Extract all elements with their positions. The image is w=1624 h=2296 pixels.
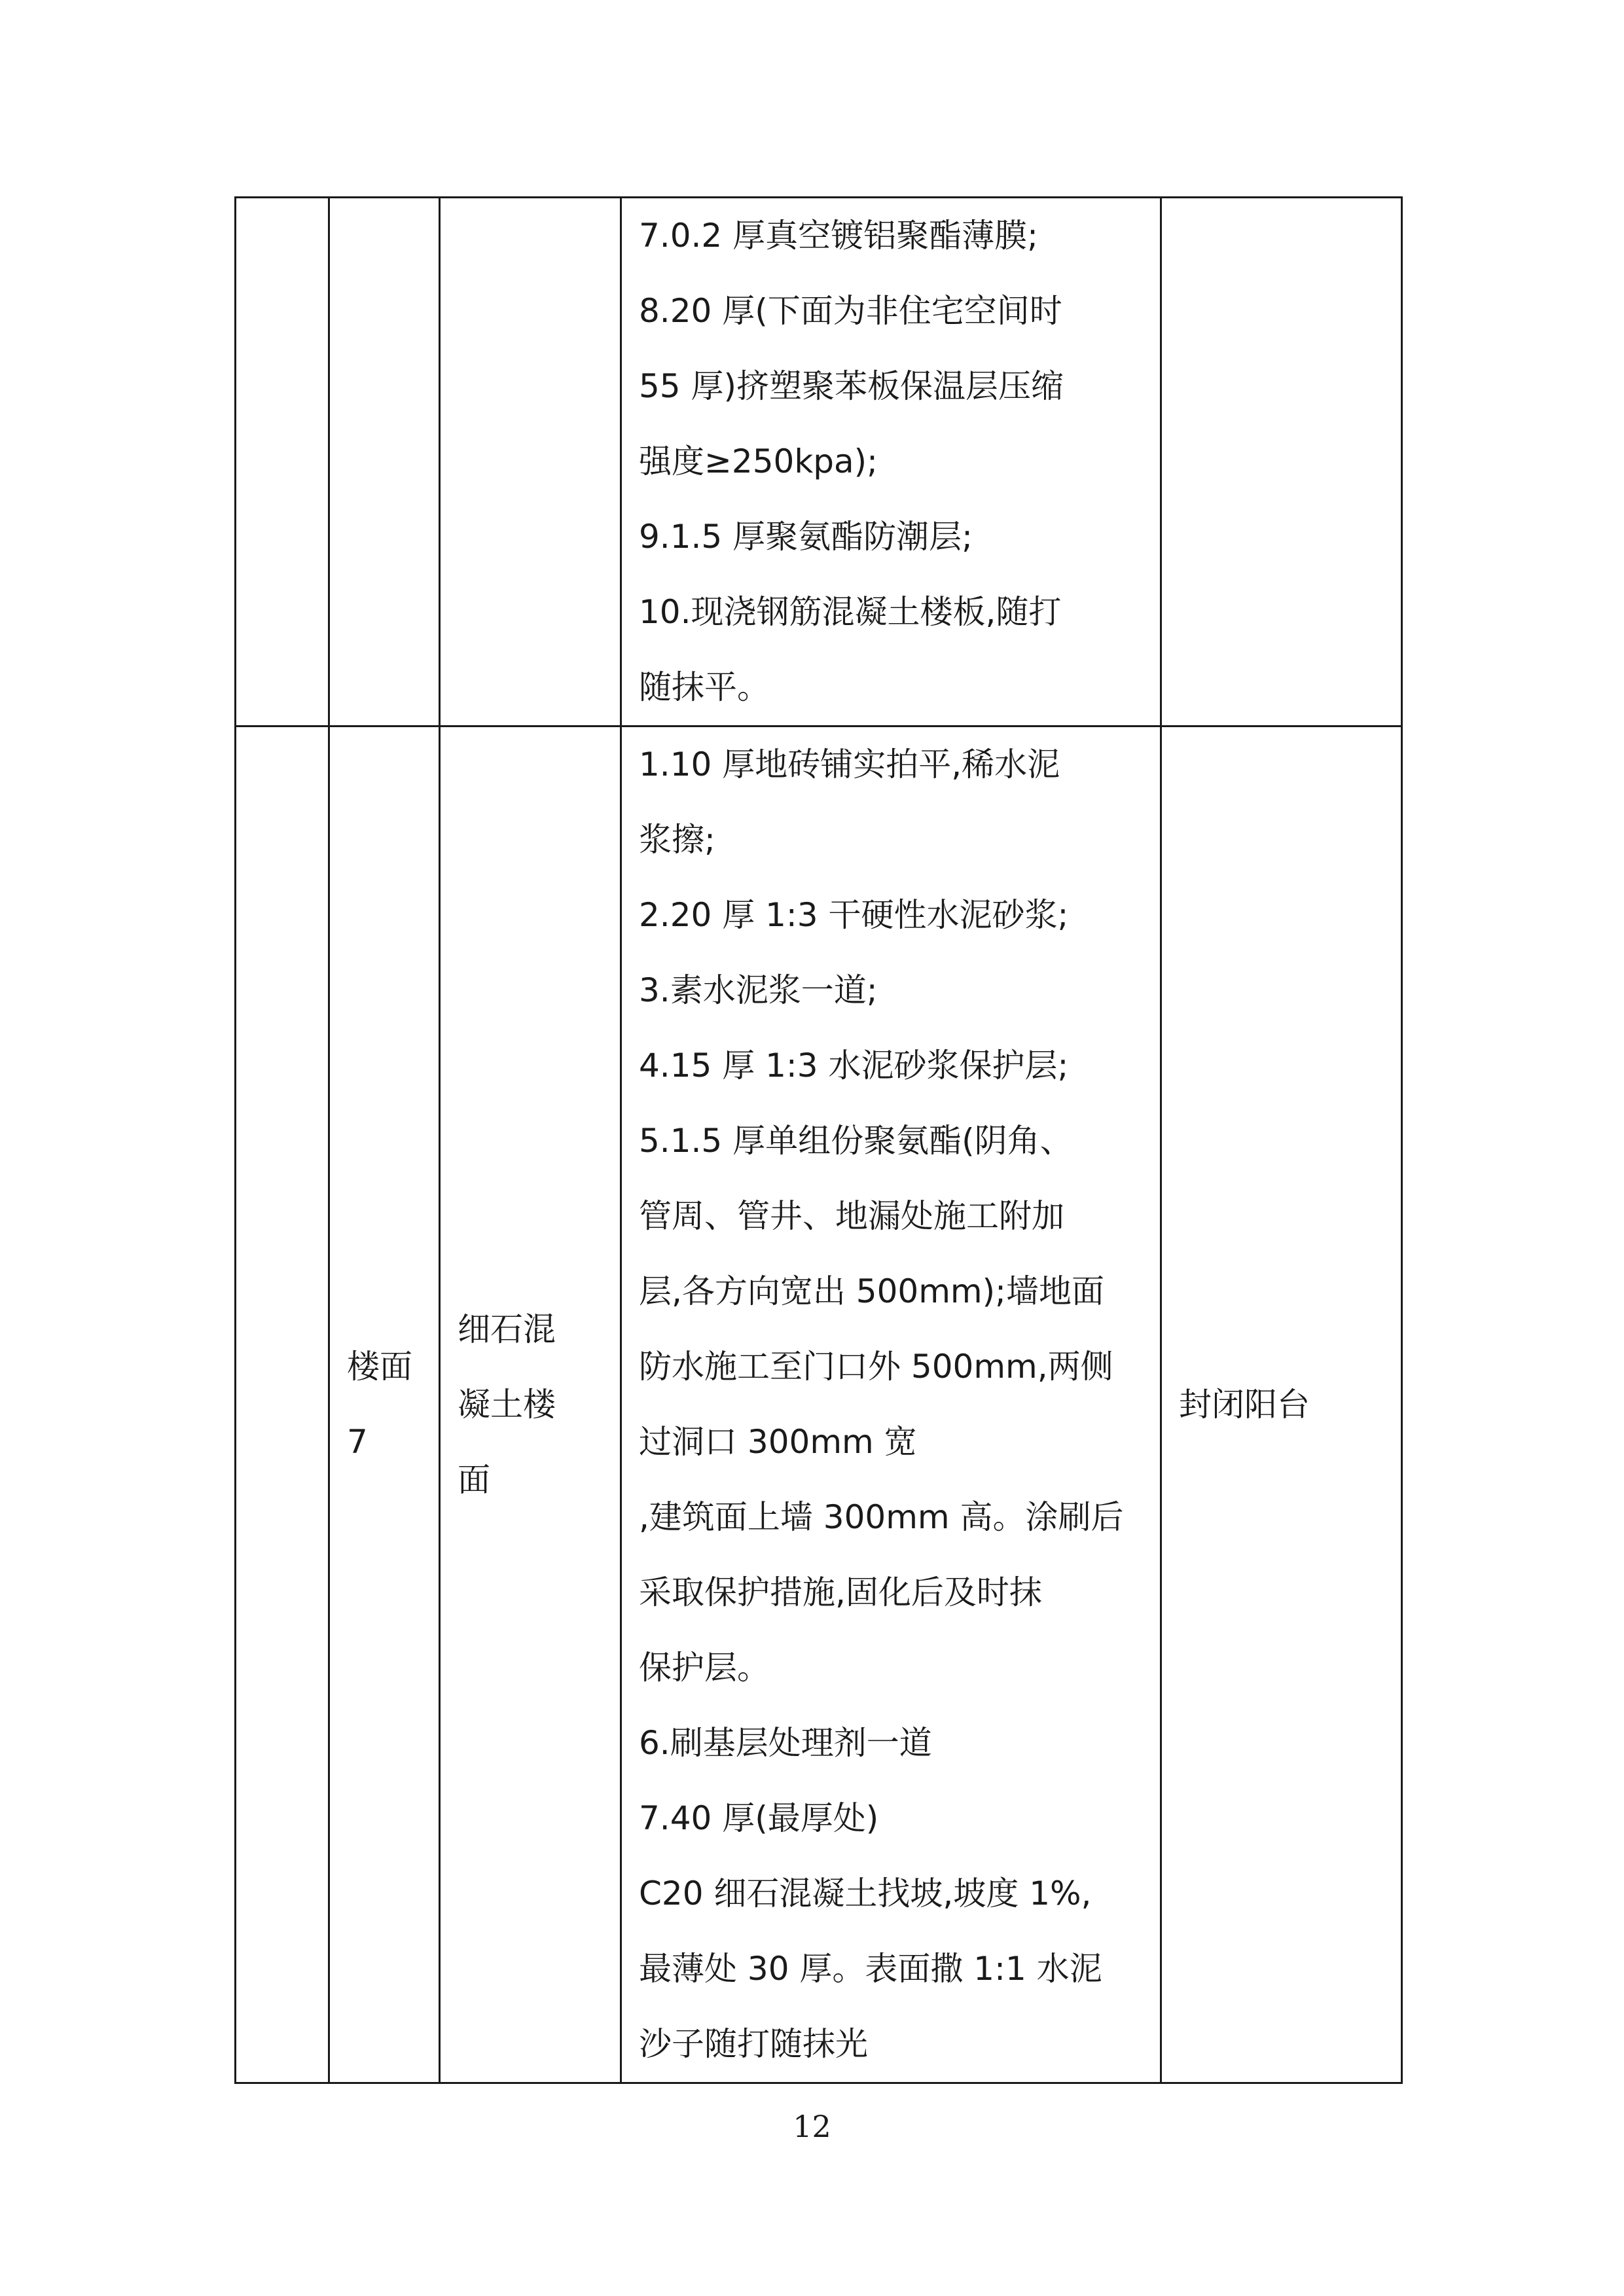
layer-line: 8.20 厚(下面为非住宅空间时 bbox=[639, 292, 1062, 330]
table-cell-floor-name bbox=[440, 726, 621, 2083]
floor-name-line: 凝土楼 bbox=[458, 1385, 556, 1424]
floor-spec-table bbox=[234, 196, 1403, 2084]
layer-line: C20 细石混凝土找坡,坡度 1%, bbox=[639, 1874, 1092, 1912]
floor-code-line: 楼面 bbox=[347, 1348, 412, 1386]
layer-line: 9.1.5 厚聚氨酯防潮层; bbox=[639, 518, 973, 556]
table-cell-category bbox=[236, 726, 329, 2083]
layer-line: 3.素水泥浆一道; bbox=[639, 971, 878, 1009]
layer-line: 2.20 厚 1:3 干硬性水泥砂浆; bbox=[639, 896, 1069, 934]
layer-line: 强度≥250kpa); bbox=[639, 442, 878, 480]
table-cell-construction-layers bbox=[621, 726, 1161, 2083]
table-cell-floor-code bbox=[329, 198, 440, 726]
layer-line: 7.40 厚(最厚处) bbox=[639, 1799, 879, 1837]
layer-line: 沙子随打随抹光 bbox=[639, 2025, 868, 2063]
layer-line: 4.15 厚 1:3 水泥砂浆保护层; bbox=[639, 1047, 1069, 1085]
layer-line: 7.0.2 厚真空镀铝聚酯薄膜; bbox=[639, 217, 1038, 255]
layer-line: 5.1.5 厚单组份聚氨酯(阴角、 bbox=[639, 1122, 1073, 1160]
floor-code-line: 7 bbox=[347, 1423, 368, 1461]
layer-line: 保护层。 bbox=[639, 1649, 770, 1687]
layer-line: 1.10 厚地砖铺实拍平,稀水泥 bbox=[639, 745, 1060, 783]
table-cell-floor-code bbox=[329, 726, 440, 2083]
table-row bbox=[236, 198, 1402, 726]
table-cell-location bbox=[1161, 198, 1402, 726]
layer-line: 6.刷基层处理剂一道 bbox=[639, 1724, 932, 1762]
table-row bbox=[236, 726, 1402, 2083]
layer-line: 55 厚)挤塑聚苯板保温层压缩 bbox=[639, 367, 1064, 405]
table-cell-construction-layers bbox=[621, 198, 1161, 726]
layer-line: 10.现浇钢筋混凝土楼板,随打 bbox=[639, 593, 1062, 631]
layer-line: ,建筑面上墙 300mm 高。涂刷后 bbox=[639, 1498, 1124, 1536]
layer-line: 防水施工至门口外 500mm,两侧 bbox=[639, 1348, 1113, 1386]
page-number: 12 bbox=[793, 2109, 831, 2144]
layer-line: 采取保护措施,固化后及时抹 bbox=[639, 1573, 1042, 1611]
table-cell-category bbox=[236, 198, 329, 726]
layer-line: 随抹平。 bbox=[639, 668, 770, 706]
table-cell-location: 封闭阳台 bbox=[1161, 726, 1402, 2083]
table-cell-floor-name bbox=[440, 198, 621, 726]
layer-line: 最薄处 30 厚。表面撒 1:1 水泥 bbox=[639, 1950, 1102, 1988]
layer-line: 浆擦; bbox=[639, 821, 715, 859]
floor-name-line: 细石混 bbox=[458, 1310, 556, 1348]
layer-line: 管周、管井、地漏处施工附加 bbox=[639, 1197, 1064, 1235]
layer-line: 过洞口 300mm 宽 bbox=[639, 1423, 917, 1461]
layer-line: 层,各方向宽出 500mm);墙地面 bbox=[639, 1272, 1104, 1310]
floor-name-line: 面 bbox=[458, 1460, 490, 1499]
